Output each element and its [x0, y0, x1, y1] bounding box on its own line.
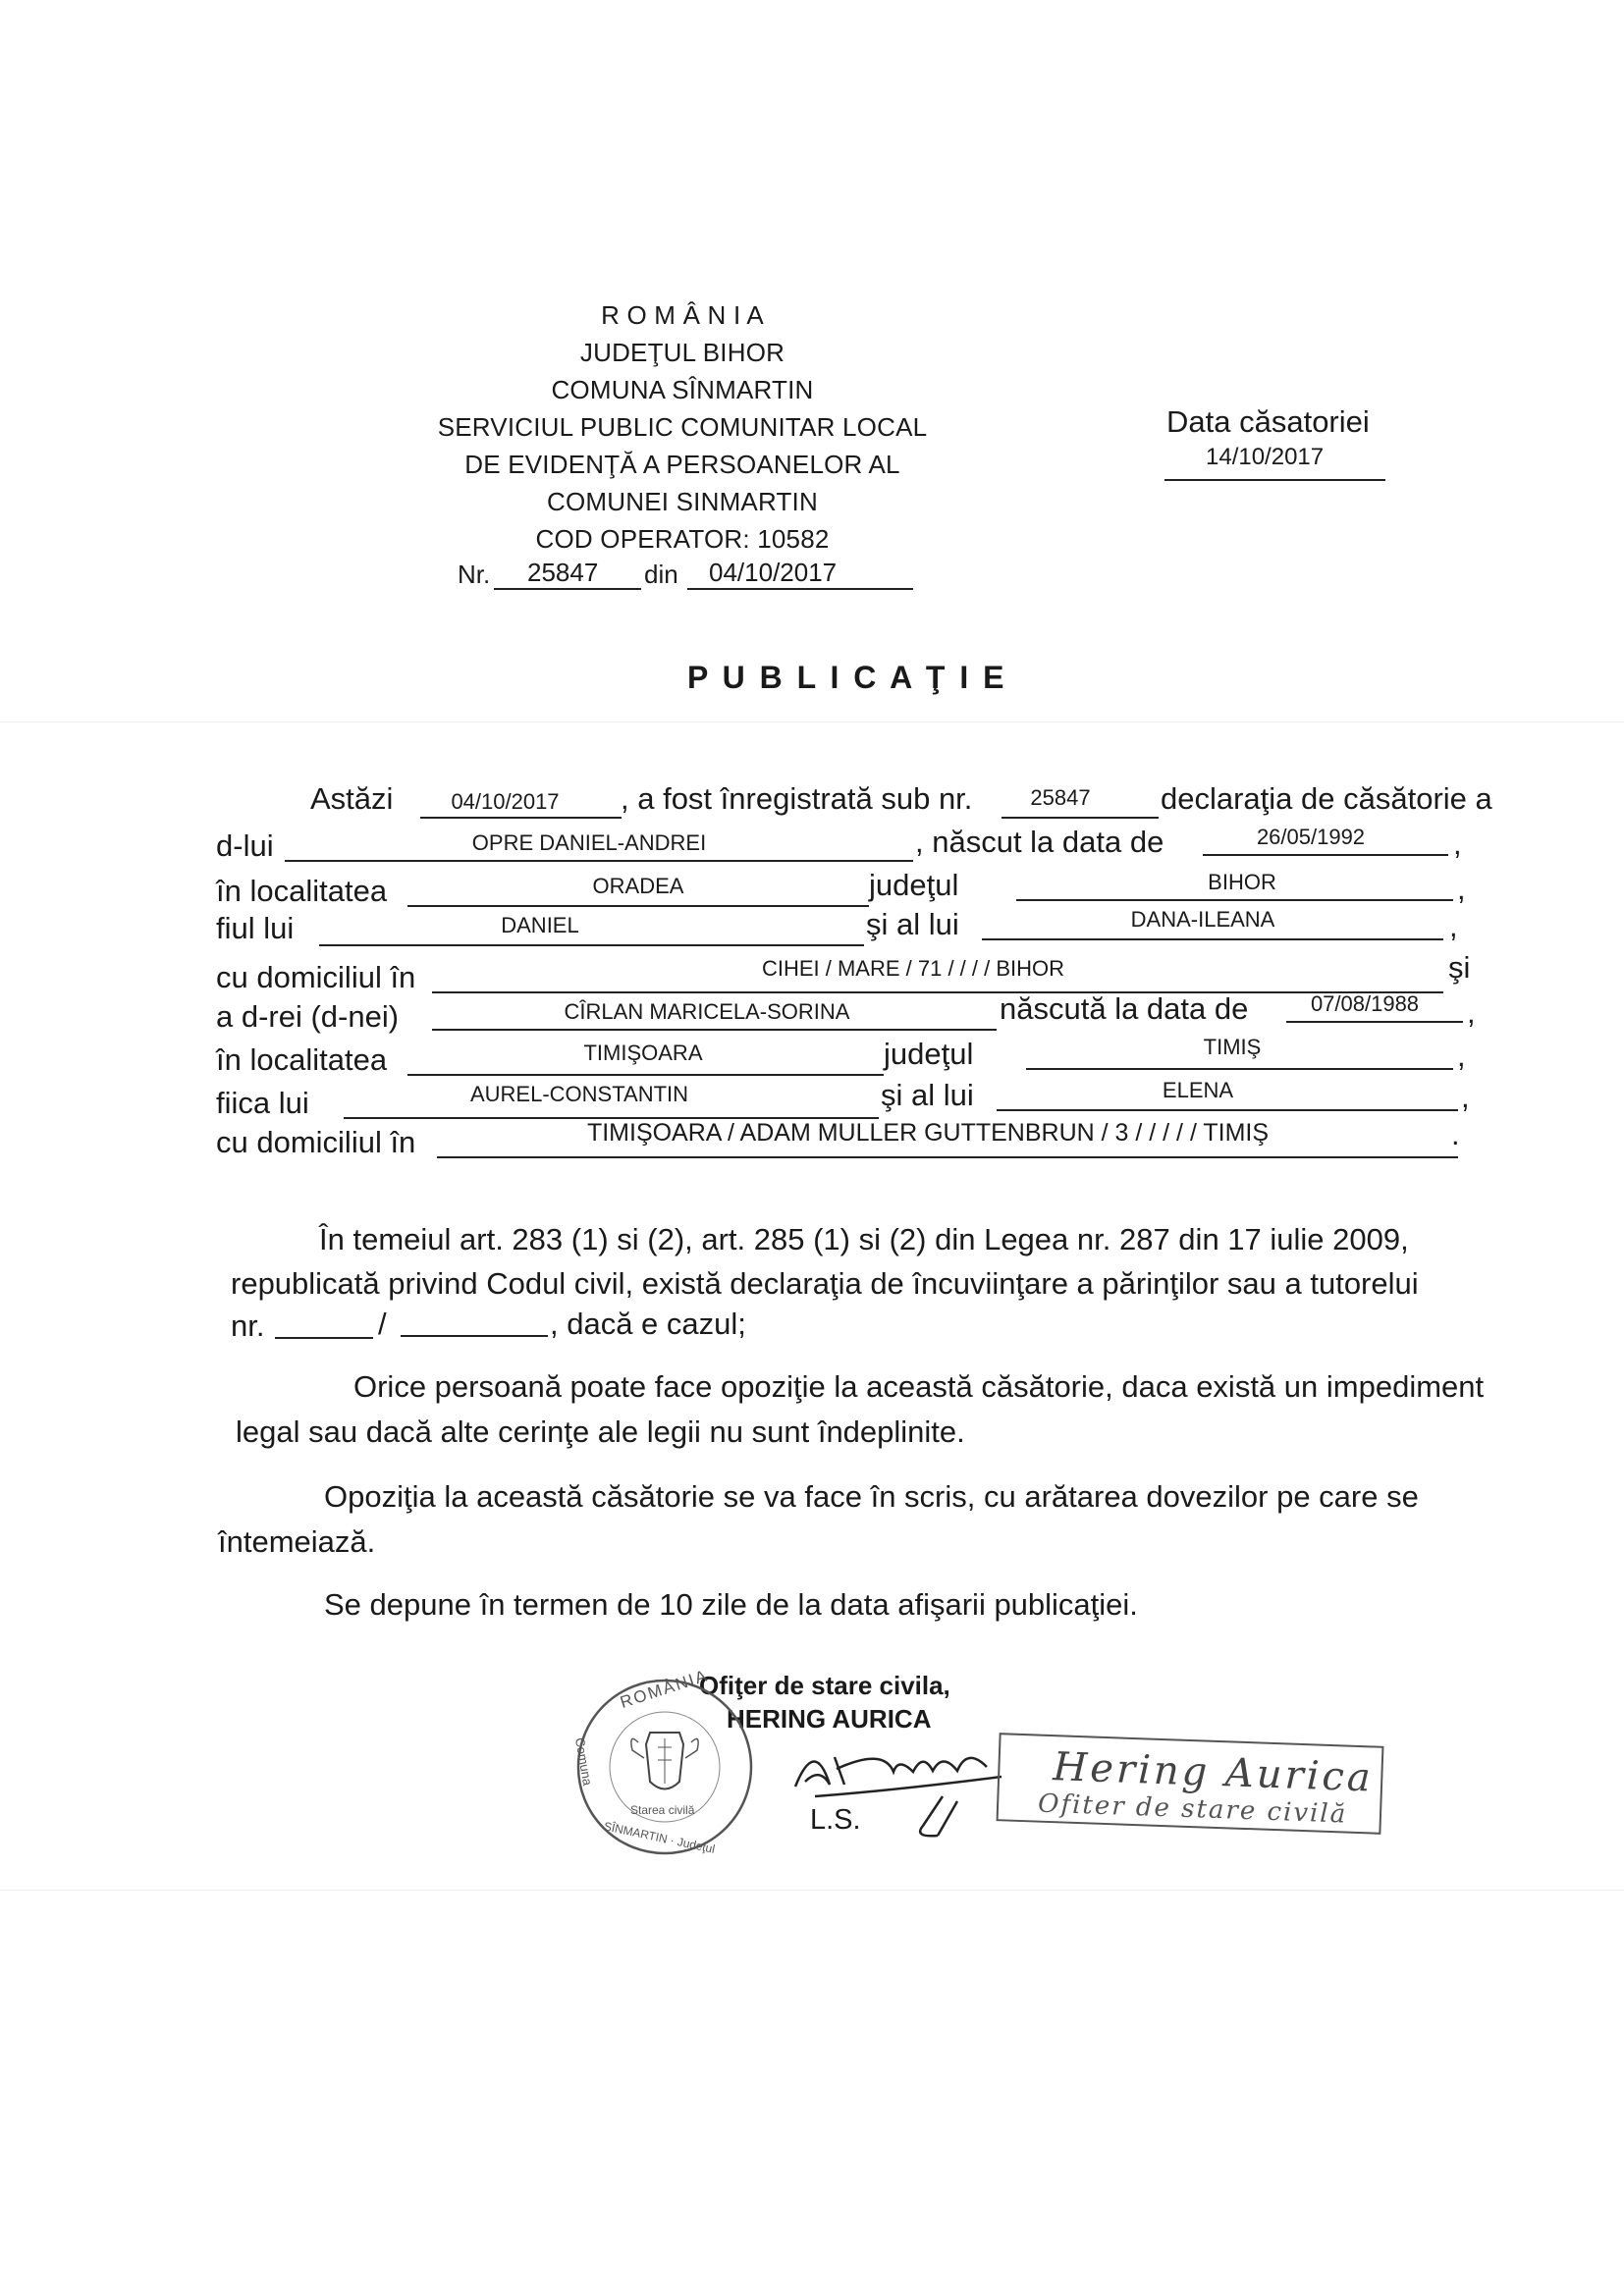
legal-line-1: În temeiul art. 283 (1) si (2), art. 285 (1) si (2) din Legea nr. 287 din 17 iulie 2009, [319, 1222, 1409, 1256]
comma: , [1457, 1039, 1466, 1073]
header-operator-code: COD OPERATOR: 10582 [535, 524, 830, 554]
groom-locality-label: în localitatea [216, 874, 388, 908]
stamp-name: Hering Aurica [1052, 1744, 1375, 1801]
header-evidence: DE EVIDENŢĂ A PERSOANELOR AL [464, 450, 900, 479]
comma: , [1449, 909, 1458, 943]
comma: , [1453, 827, 1462, 861]
din-value: 04/10/2017 [709, 558, 838, 587]
din-label: din [644, 560, 678, 589]
born-female-label: născută la data de [1000, 991, 1249, 1026]
and-label: şi [1448, 950, 1471, 985]
opposition-p1-line2: legal sau dacă alte cerinţe ale legii nu sunt îndeplinite. [236, 1415, 965, 1449]
name-stamp [997, 1733, 1384, 1835]
groom-county-label: judeţul [869, 868, 959, 902]
opposition-p2-line1: Opoziţia la această căsătorie se va face în scris, cu arătarea dovezilor pe care se [324, 1479, 1419, 1514]
groom-address: CIHEI / MARE / 71 / / / / BIHOR [761, 956, 1065, 981]
header-county: JUDEŢUL BIHOR [579, 338, 785, 367]
comma: , [1457, 872, 1466, 906]
bride-name-label: a d-rei (d-nei) [216, 999, 400, 1034]
legal-line-2: republicată privind Codul civil, există declaraţia de încuviinţare a părinţilor sau a tutorelui [231, 1266, 1419, 1301]
bride-father-label: fiica lui [216, 1086, 309, 1120]
bride-locality: TIMIŞOARA [583, 1041, 703, 1065]
officer-title: Ofiţer de stare civila, [699, 1671, 950, 1700]
bride-address-label: cu domiciliul în [216, 1125, 416, 1159]
astazi-label: Astăzi [310, 781, 394, 816]
officer-name: HERING AURICA [727, 1704, 932, 1734]
astazi-value: 04/10/2017 [451, 789, 560, 814]
page-title: P U B L I C A Ţ I E [687, 660, 1007, 695]
groom-father-label: fiul lui [216, 911, 295, 945]
groom-address-label: cu domiciliul în [216, 960, 416, 994]
bride-name: CÎRLAN MARICELA-SORINA [564, 999, 850, 1024]
seal-bottom-text: SÎNMARTIN · Judeţul [602, 1819, 717, 1856]
stamp-role: Ofiter de stare civilă [1037, 1789, 1348, 1830]
groom-mother: DANA-ILEANA [1130, 907, 1275, 932]
groom-father: DANIEL [501, 913, 579, 937]
bride-mother-label: şi al lui [881, 1078, 974, 1112]
groom-county: BIHOR [1208, 870, 1276, 894]
opposition-p1-line1: Orice persoană poate face opoziţie la această căsătorie, daca există un impediment [353, 1369, 1485, 1404]
marriage-date-label: Data căsatoriei [1166, 404, 1370, 439]
groom-locality: ORADEA [592, 874, 684, 898]
bride-address: TIMIŞOARA / ADAM MULLER GUTTENBRUN / 3 / / / / / TIMIŞ [586, 1119, 1270, 1147]
bride-father: AUREL-CONSTANTIN [469, 1082, 689, 1106]
comma: , [1467, 995, 1476, 1030]
header-commune-name: COMUNEI SINMARTIN [547, 487, 818, 516]
header-romania: R O M Â N I A [601, 300, 764, 330]
registration-number: 25847 [1030, 785, 1091, 810]
marriage-date-value: 14/10/2017 [1206, 444, 1325, 470]
filing-deadline: Se depune în termen de 10 zile de la data afişarii publicaţiei. [324, 1587, 1138, 1622]
ls-mark: L.S. [810, 1804, 861, 1836]
legal-nr-label: nr. [231, 1308, 265, 1343]
nr-label: Nr. [458, 560, 491, 589]
groom-mother-label: şi al lui [866, 907, 959, 941]
legal-case-text: , dacă e cazul; [550, 1307, 746, 1341]
bride-birth-date: 07/08/1988 [1310, 991, 1420, 1016]
groom-name: OPRE DANIEL-ANDREI [471, 830, 707, 855]
legal-slash: / [378, 1307, 387, 1341]
seal-top-text: ROMÂNIA [618, 1666, 711, 1712]
comma: , [1461, 1080, 1470, 1114]
opposition-p2-line2: întemeiază. [218, 1524, 376, 1559]
born-male-label: , născut la data de [915, 825, 1164, 859]
seal-left-text: Comuna [571, 1736, 596, 1787]
header-service: SERVICIUL PUBLIC COMUNITAR LOCAL [437, 412, 928, 442]
dlui-label: d-lui [216, 828, 274, 863]
declaration-text: declaraţia de căsătorie a [1161, 781, 1492, 816]
official-seal [571, 1666, 758, 1860]
seal-center-text: Starea civilă [630, 1803, 695, 1817]
bride-mother: ELENA [1162, 1078, 1234, 1102]
bride-locality-label: în localitatea [216, 1042, 388, 1077]
header-commune: COMUNA SÎNMARTIN [551, 375, 814, 404]
registered-text: , a fost înregistrată sub nr. [621, 781, 973, 816]
period: . [1451, 1117, 1460, 1151]
bride-county: TIMIŞ [1203, 1035, 1262, 1059]
bride-county-label: judeţul [884, 1037, 974, 1071]
nr-value: 25847 [527, 558, 599, 587]
groom-birth-date: 26/05/1992 [1256, 825, 1366, 849]
